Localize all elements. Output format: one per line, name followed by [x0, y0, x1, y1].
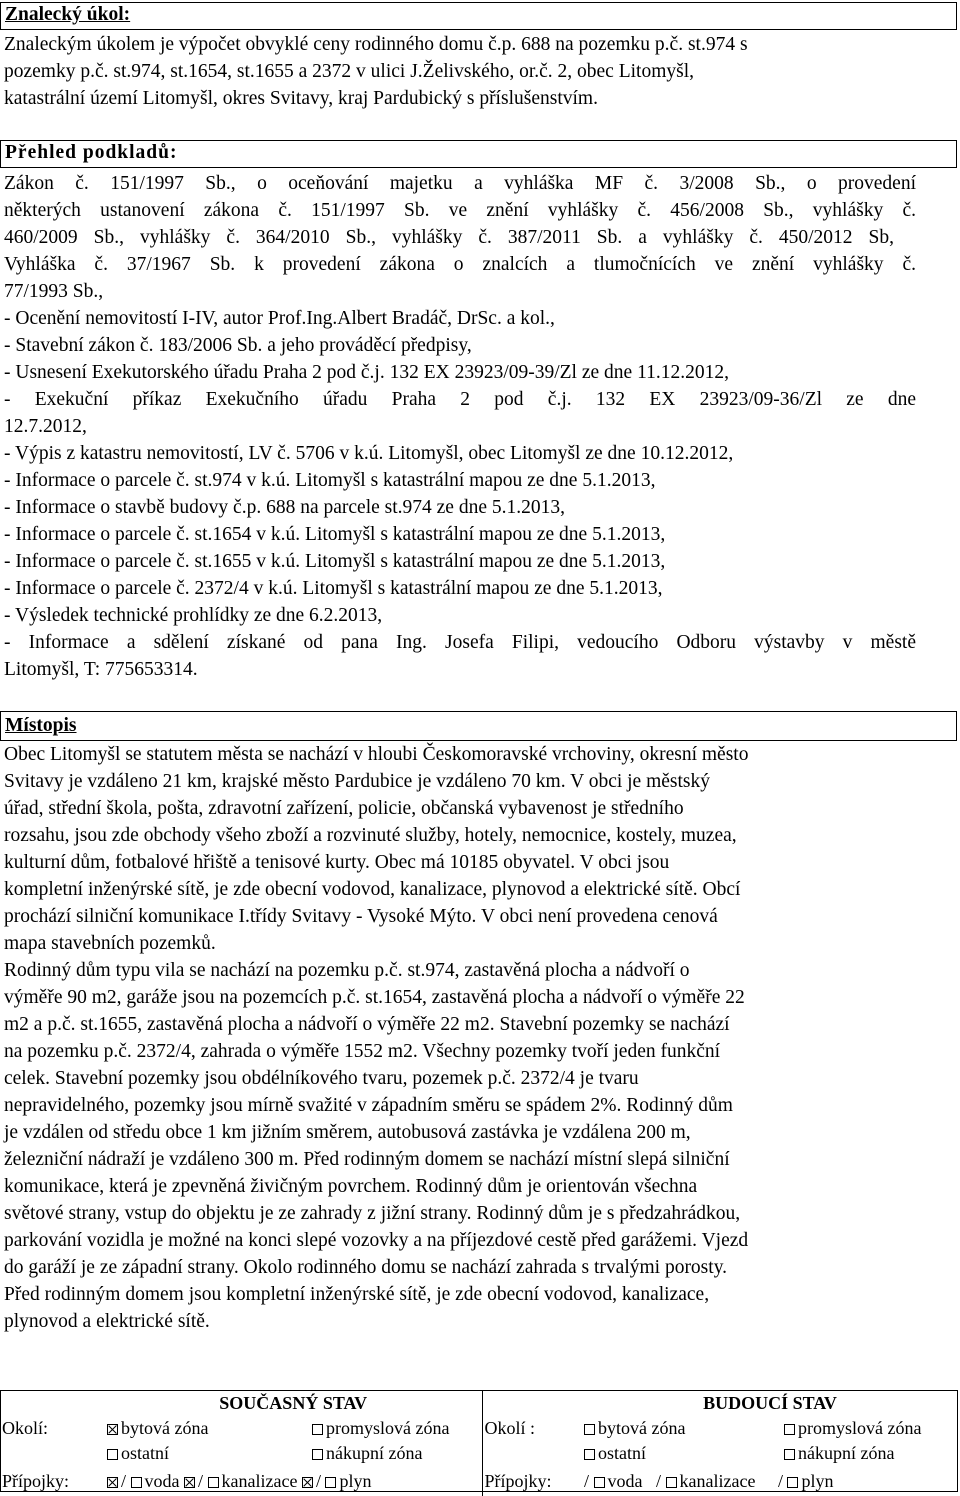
- option-label: promyslová zóna: [326, 1418, 450, 1438]
- status-table-header-row: [0, 1391, 958, 1417]
- pripojky-row: [0, 1466, 958, 1496]
- location-line: je vzdálen od středu obce 1 km jižním směrem, autobusová zastávka je vzdálena 200 m,: [4, 1122, 691, 1143]
- location-line: do garáží je ze západní strany. Okolo rodinného domu se nachází zahrada s trvalými porosty.: [4, 1257, 728, 1278]
- location-line: mapa stavebních pozemků.: [4, 933, 216, 954]
- kanalizace-label: kanalizace: [679, 1470, 756, 1491]
- current-nakupni-option: [310, 1441, 482, 1466]
- sources-line: - Informace o parcele č. st.974 v k.ú. Litomyšl s katastrální mapou ze dne 5.1.2013,: [4, 470, 656, 491]
- location-line: světové strany, vstup do objektu je ze zahrady z jižní strany. Rodinný dům je s předzahrádkou,: [4, 1203, 741, 1224]
- location-line: kulturní dům, fotbalové hřiště a tenisové kurty. Obec má 10185 obyvatel. V obci jsou: [4, 852, 670, 873]
- task-heading-text: Znalecký úkol:: [5, 4, 131, 25]
- plyn-label: plyn: [801, 1470, 834, 1491]
- current-promyslova-option: [310, 1416, 482, 1441]
- slash-separator: /: [315, 1470, 321, 1491]
- checkbox-icon: [184, 1477, 195, 1488]
- sources-line: některých ustanovení zákona č. 151/1997 Sb. ve znění vyhlášky č. 456/2008 Sb., vyhlášky č.: [4, 200, 916, 221]
- current-pripojky: [105, 1466, 482, 1496]
- future-promyslova-option: [782, 1416, 958, 1441]
- location-line: nepravidelného, pozemky jsou mírně svažité v západním směru se spádem 2%. Rodinný dům: [4, 1095, 733, 1116]
- checkbox-icon: [784, 1424, 795, 1435]
- slash-separator: /: [198, 1470, 204, 1491]
- future-ostatni-option: [582, 1441, 782, 1466]
- task-line: pozemky p.č. st.974, st.1654, st.1655 a 2372 v ulici J.Želivského, or.č. 2, obec Litomyšl,: [4, 61, 695, 82]
- slash-separator: /: [656, 1470, 662, 1491]
- location-line: Svitavy je vzdáleno 21 km, krajské město Pardubice je vzdáleno 70 km. V obci je městský: [4, 771, 711, 792]
- location-line: Rodinný dům typu vila se nachází na pozemku p.č. st.974, zastavěná plocha a nádvoří o: [4, 960, 690, 981]
- option-label: bytová zóna: [598, 1418, 686, 1438]
- location-line: rozsahu, jsou zde obchody všeho zboží a rozvinuté služby, hotely, nemocnice, kostely, muzea,: [4, 825, 737, 846]
- location-line: komunikace, která je zpevněná živičným povrchem. Rodinný dům je orientován všechna: [4, 1176, 698, 1197]
- checkbox-icon: [325, 1477, 336, 1488]
- location-line: úřad, střední škola, pošta, zdravotní zařízení, policie, občanská vybavenost je středního: [4, 798, 684, 819]
- okoli-label: Okolí:: [2, 1418, 49, 1438]
- pripojky-label-future: Přípojky:: [482, 1466, 582, 1496]
- kanalizace-label: kanalizace: [221, 1470, 298, 1491]
- location-line: kompletní inženýrské sítě, je zde obecní vodovod, kanalizace, plynovod a elektrické sítě. Obcí: [4, 879, 741, 900]
- checkbox-icon: [666, 1477, 677, 1488]
- checkbox-icon: [131, 1477, 142, 1488]
- sources-line: - Informace o stavbě budovy č.p. 688 na parcele st.974 ze dne 5.1.2013,: [4, 497, 565, 518]
- checkbox-icon: [584, 1449, 595, 1460]
- task-paragraph: [4, 31, 914, 112]
- current-ostatni-option: [105, 1441, 310, 1466]
- sources-line: - Výsledek technické prohlídky ze dne 6.2.2013,: [4, 605, 383, 626]
- location-line: na pozemku p.č. 2372/4, zahrada o výměře 1552 m2. Všechny pozemky tvoří jeden funkční: [4, 1041, 721, 1062]
- task-line: Znaleckým úkolem je výpočet obvyklé ceny rodinného domu č.p. 688 na pozemku p.č. st.974 s: [4, 34, 748, 55]
- option-label: bytová zóna: [121, 1418, 209, 1438]
- checkbox-icon: [107, 1424, 118, 1435]
- sources-line: - Informace o parcele č. st.1655 v k.ú. Litomyšl s katastrální mapou ze dne 5.1.2013,: [4, 551, 666, 572]
- sources-line: Vyhláška č. 37/1967 Sb. k provedení zákona o znalcích a tlumočnících ve znění vyhlášky č.: [4, 254, 916, 275]
- checkbox-icon: [312, 1424, 323, 1435]
- checkbox-icon: [312, 1449, 323, 1460]
- location-line: celek. Stavební pozemky jsou obdélníkového tvaru, pozemek p.č. 2372/4 je tvaru: [4, 1068, 639, 1089]
- location-line: Před rodinným domem jsou kompletní inženýrské sítě, je zde obecní vodovod, kanalizace,: [4, 1284, 710, 1305]
- checkbox-icon: [302, 1477, 313, 1488]
- checkbox-icon: [584, 1424, 595, 1435]
- sources-heading: [0, 140, 957, 168]
- sources-line: - Ocenění nemovitostí I-IV, autor Prof.Ing.Albert Bradáč, DrSc. a kol.,: [4, 308, 555, 329]
- okoli-label-future: Okolí :: [482, 1416, 582, 1441]
- location-line: výměře 90 m2, garáže jsou na pozemcích p.č. st.1654, zastavěná plocha a nádvoří o výměře 22: [4, 987, 745, 1008]
- future-nakupni-option: [782, 1441, 958, 1466]
- pripojky-label: Přípojky:: [2, 1470, 70, 1491]
- option-label: ostatní: [121, 1443, 169, 1463]
- sources-line: - Exekuční příkaz Exekučního úřadu Praha 2 pod č.j. 132 EX 23923/09-36/Zl ze dne: [4, 389, 916, 410]
- sources-line: - Informace o parcele č. st.1654 v k.ú. Litomyšl s katastrální mapou ze dne 5.1.2013,: [4, 524, 666, 545]
- location-line: m2 a p.č. st.1655, zastavěná plocha a nádvoří o výměře 22 m2. Stavební pozemky se nachází: [4, 1014, 730, 1035]
- sources-line: 12.7.2012,: [4, 416, 87, 437]
- checkbox-icon: [594, 1477, 605, 1488]
- sources-line: - Usnesení Exekutorského úřadu Praha 2 pod č.j. 132 EX 23923/09-39/Zl ze dne 11.12.2012,: [4, 362, 729, 383]
- slash-separator: /: [777, 1470, 783, 1491]
- plyn-label: plyn: [339, 1470, 372, 1491]
- future-pripojky: [582, 1466, 958, 1496]
- location-heading: [0, 711, 957, 741]
- slash-separator: /: [121, 1470, 127, 1491]
- sources-line: - Stavební zákon č. 183/2006 Sb. a jeho prováděcí předpisy,: [4, 335, 472, 356]
- sources-heading-text: Přehled podkladů:: [5, 142, 178, 163]
- location-line: železniční nádraží je vzdáleno 300 m. Před rodinným domem se nachází místní slepá silniční: [4, 1149, 730, 1170]
- location-line: Obec Litomyšl se statutem města se nachází v hloubi Českomoravské vrchoviny, okresní město: [4, 744, 749, 765]
- okoli-row-2: [0, 1441, 958, 1466]
- sources-line: 77/1993 Sb.,: [4, 281, 104, 302]
- checkbox-icon: [107, 1477, 118, 1488]
- future-state-heading: BUDOUCÍ STAV: [582, 1391, 958, 1417]
- checkbox-icon: [208, 1477, 219, 1488]
- location-paragraph: [4, 741, 919, 1335]
- location-line: parkování vozidla je možné na konci slepé vozovky a na příjezdové cestě před garážemi. Vjezd: [4, 1230, 749, 1251]
- voda-label: voda: [144, 1470, 180, 1491]
- sources-line: 460/2009 Sb., vyhlášky č. 364/2010 Sb., vyhlášky č. 387/2011 Sb. a vyhlášky č. 450/2012 Sb,: [4, 227, 894, 248]
- option-label: nákupní zóna: [798, 1443, 895, 1463]
- future-bytova-option: [582, 1416, 782, 1441]
- location-line: prochází silniční komunikace I.třídy Svitavy - Vysoké Mýto. V obci není provedena cenová: [4, 906, 718, 927]
- slash-separator: /: [584, 1470, 590, 1491]
- status-table: [0, 1390, 958, 1496]
- option-label: promyslová zóna: [798, 1418, 922, 1438]
- current-state-heading: SOUČASNÝ STAV: [105, 1391, 482, 1417]
- voda-label: voda: [607, 1470, 643, 1491]
- sources-line: - Výpis z katastru nemovitostí, LV č. 5706 v k.ú. Litomyšl, obec Litomyšl ze dne 10.12.2012,: [4, 443, 734, 464]
- option-label: nákupní zóna: [326, 1443, 423, 1463]
- option-label: ostatní: [598, 1443, 646, 1463]
- sources-line: - Informace o parcele č. 2372/4 v k.ú. Litomyšl s katastrální mapou ze dne 5.1.2013,: [4, 578, 663, 599]
- current-bytova-option: [105, 1416, 310, 1441]
- sources-list: [4, 170, 916, 683]
- location-heading-text: Místopis: [5, 715, 77, 736]
- checkbox-icon: [784, 1449, 795, 1460]
- task-line: katastrální území Litomyšl, okres Svitavy, kraj Pardubický s příslušenstvím.: [4, 88, 598, 109]
- okoli-row-1: [0, 1416, 958, 1441]
- sources-line: - Informace a sdělení získané od pana Ing. Josefa Filipi, vedoucího Odboru výstavby v městě: [4, 632, 916, 653]
- checkbox-icon: [787, 1477, 798, 1488]
- task-heading: [0, 2, 957, 30]
- location-line: plynovod a elektrické sítě.: [4, 1311, 210, 1332]
- sources-line: Zákon č. 151/1997 Sb., o oceňování majetku a vyhláška MF č. 3/2008 Sb., o provedení: [4, 173, 916, 194]
- sources-line: Litomyšl, T: 775653314.: [4, 659, 198, 680]
- checkbox-icon: [107, 1449, 118, 1460]
